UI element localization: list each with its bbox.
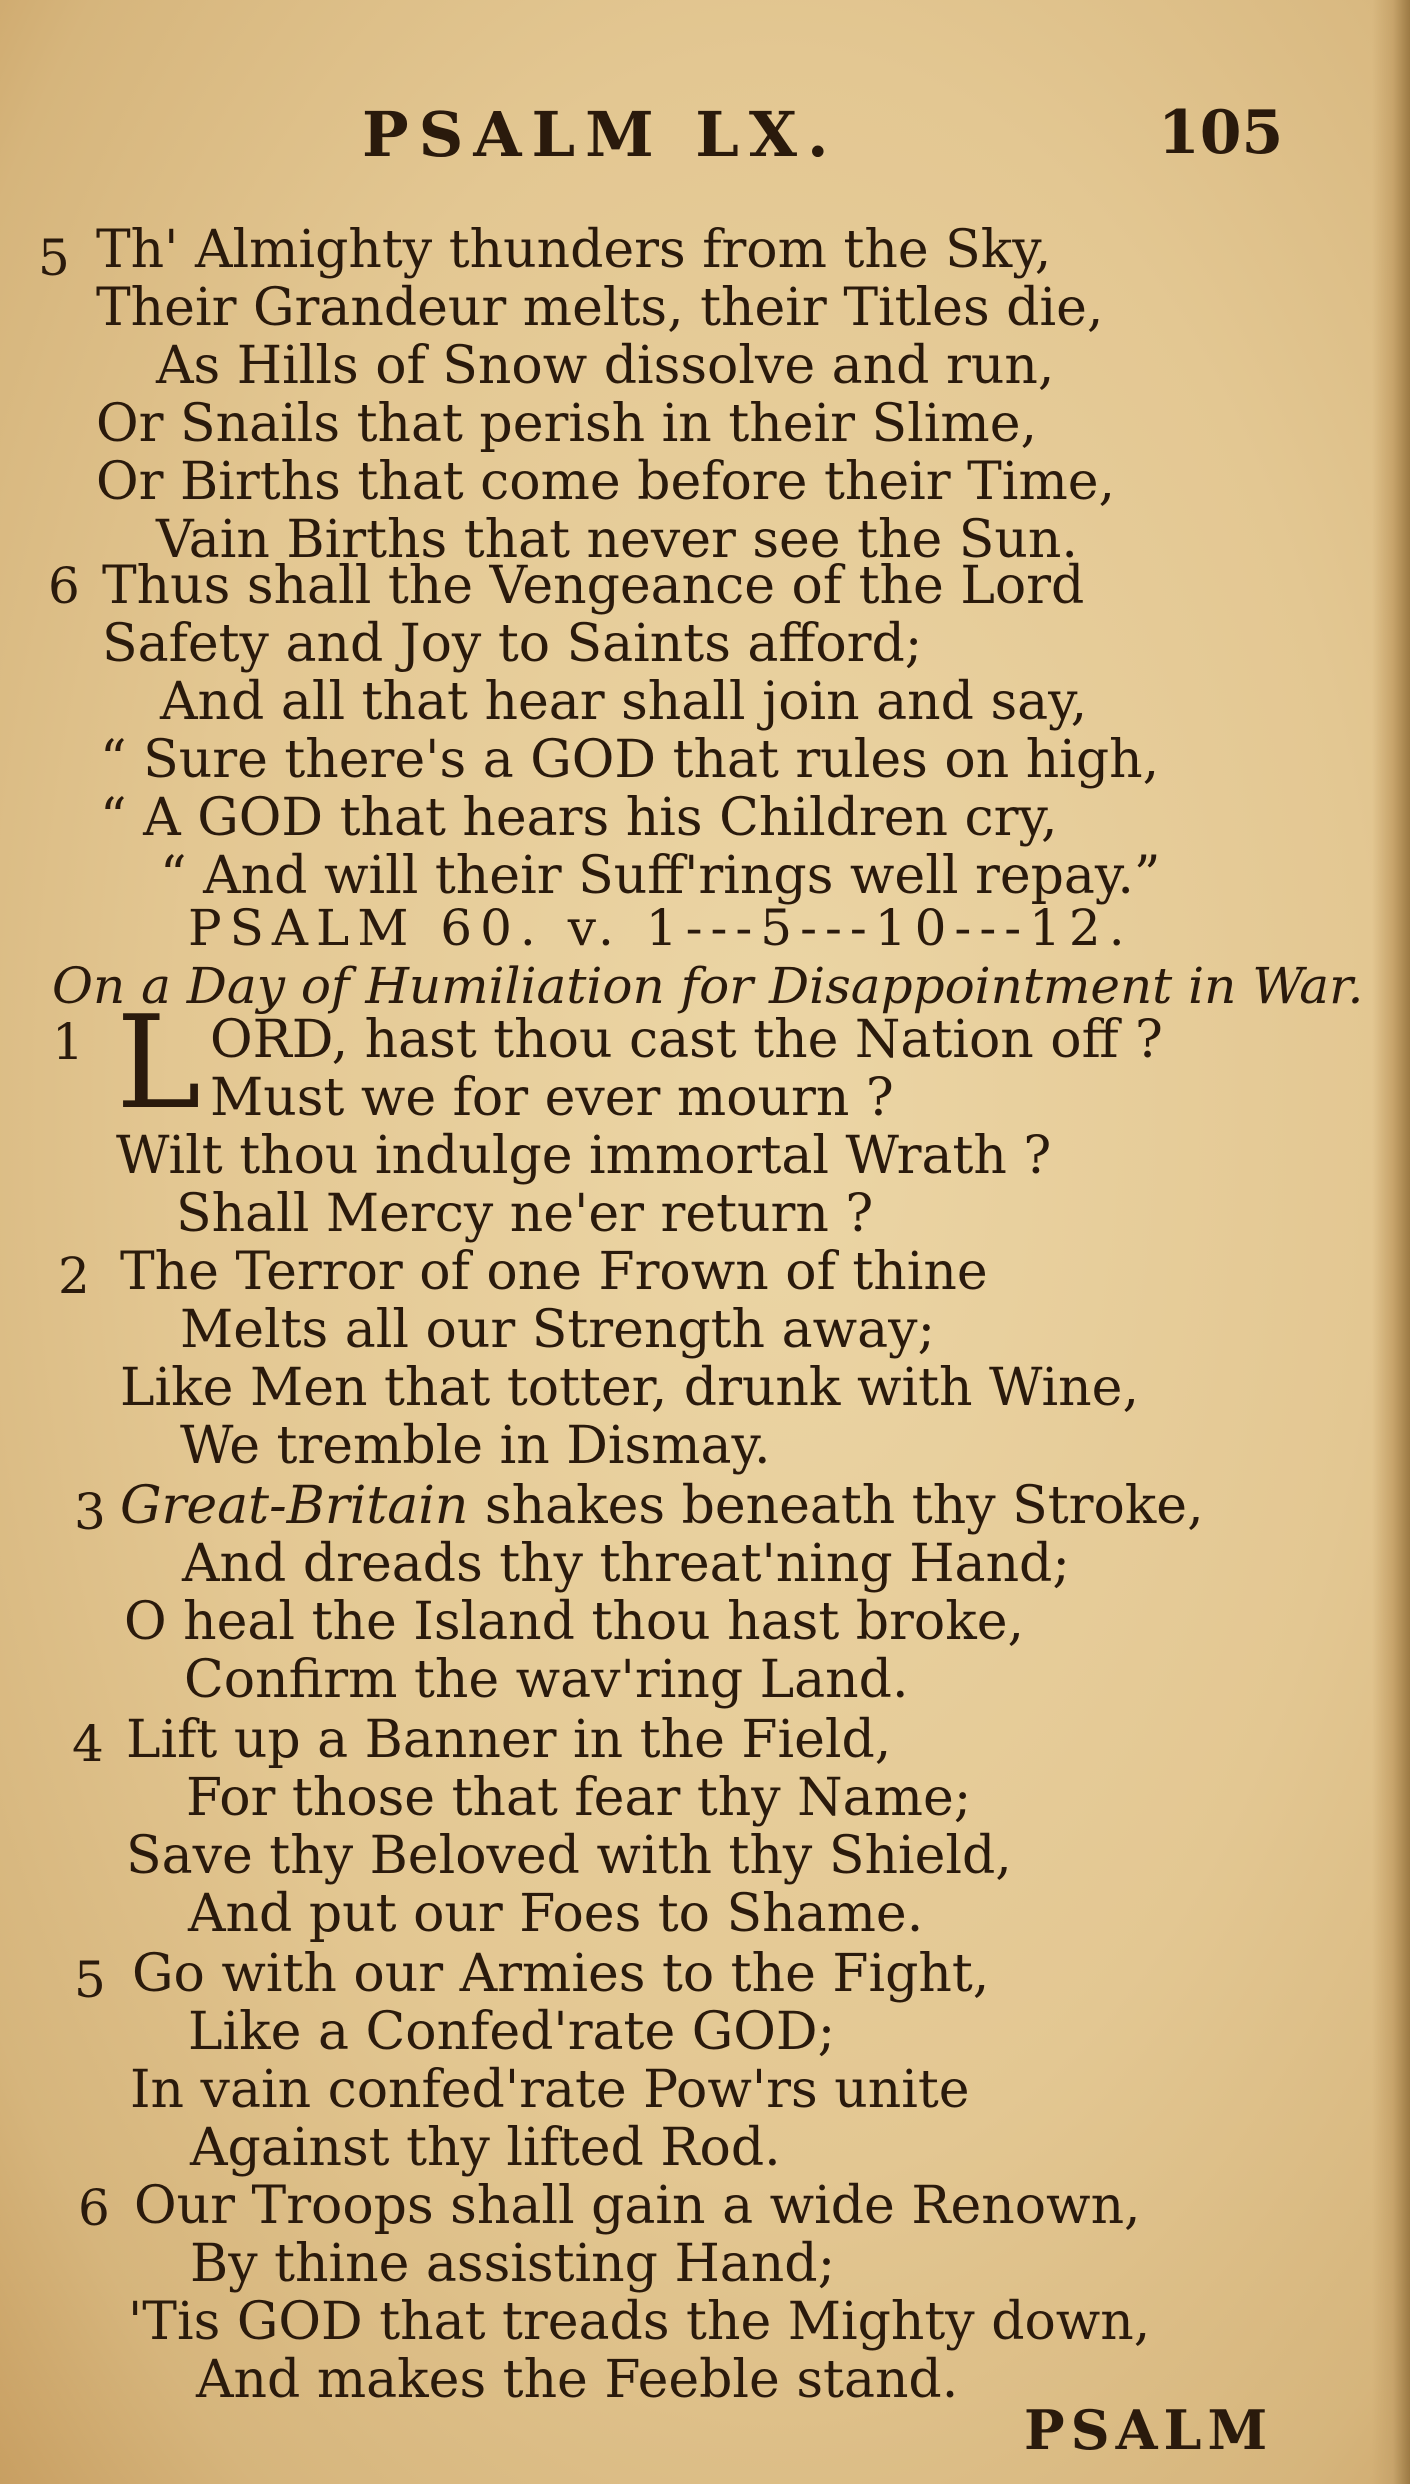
- place-name: Great-Britain: [120, 1476, 469, 1536]
- psalm-subtitle: On a Day of Humiliation for Disappointment in War.: [52, 957, 1364, 1015]
- page-header: [0, 98, 1410, 178]
- verse-line: Wilt thou indulge immortal Wrath ?: [116, 1126, 1052, 1186]
- verse-line: ORD, hast thou cast the Nation off ?: [210, 1010, 1163, 1070]
- verse-first-line: [120, 1476, 1204, 1536]
- verse-line: And makes the Feeble stand.: [196, 2350, 959, 2410]
- verse-line: In vain confed'rate Pow'rs unite: [130, 2060, 970, 2120]
- verse-line: “ A GOD that hears his Children cry,: [100, 788, 1058, 848]
- verse-number: 6: [48, 557, 80, 615]
- drop-cap: L: [116, 989, 201, 1138]
- verse-number: 1: [52, 1013, 84, 1071]
- verse-line: shakes beneath thy Stroke,: [468, 1476, 1204, 1536]
- verse-line: Confirm the wav'ring Land.: [184, 1650, 909, 1710]
- verse-line: Melts all our Strength away;: [180, 1300, 935, 1360]
- verse-number: 5: [38, 229, 70, 287]
- page-number: 105: [1158, 98, 1284, 168]
- verse-line: Thus shall the Vengeance of the Lord: [102, 556, 1085, 616]
- verse-line: Go with our Armies to the Fight,: [132, 1944, 990, 2004]
- verse-number: 2: [58, 1247, 90, 1305]
- verse-line: And put our Foes to Shame.: [188, 1884, 924, 1944]
- verse-line: O heal the Island thou hast broke,: [124, 1592, 1025, 1652]
- verse-line: “ Sure there's a GOD that rules on high,: [100, 730, 1160, 790]
- verse-line: Like Men that totter, drunk with Wine,: [120, 1358, 1139, 1418]
- verse-line: Like a Confed'rate GOD;: [188, 2002, 836, 2062]
- catchword: PSALM: [1024, 2398, 1274, 2462]
- verse-number: 4: [72, 1715, 104, 1773]
- verse-number: 6: [78, 2179, 110, 2237]
- verse-line: Or Snails that perish in their Slime,: [96, 394, 1038, 454]
- verse-number: 5: [74, 1951, 106, 2009]
- verse-line: By thine assisting Hand;: [190, 2234, 836, 2294]
- verse-line: We tremble in Dismay.: [180, 1416, 771, 1476]
- verse-line: Their Grandeur melts, their Titles die,: [96, 278, 1104, 338]
- verse-line: Must we for ever mourn ?: [210, 1068, 894, 1128]
- page-edge-shadow: [1372, 0, 1410, 2484]
- verse-line: Th' Almighty thunders from the Sky,: [96, 220, 1052, 280]
- verse-line: Or Births that come before their Time,: [96, 452, 1116, 512]
- psalm-heading: PSALM 60. v. 1---5---10---12.: [188, 899, 1133, 957]
- verse-line: As Hills of Snow dissolve and run,: [156, 336, 1055, 396]
- verse-line: And all that hear shall join and say,: [160, 672, 1088, 732]
- verse-line: Our Troops shall gain a wide Renown,: [134, 2176, 1141, 2236]
- verse-line: 'Tis GOD that treads the Mighty down,: [128, 2292, 1151, 2352]
- verse-line: “ And will their Suff'rings well repay.”: [160, 846, 1161, 906]
- verse-line: Lift up a Banner in the Field,: [126, 1710, 892, 1770]
- verse-line: Vain Births that never see the Sun.: [156, 510, 1078, 570]
- verse-number: 3: [74, 1483, 106, 1541]
- verse-line: For those that fear thy Name;: [186, 1768, 972, 1828]
- verse-line: Shall Mercy ne'er return ?: [176, 1184, 874, 1244]
- verse-line: Against thy lifted Rod.: [190, 2118, 781, 2178]
- running-head: PSALM LX.: [362, 98, 839, 171]
- verse-line: Save thy Beloved with thy Shield,: [126, 1826, 1012, 1886]
- verse-line: And dreads thy threat'ning Hand;: [182, 1534, 1070, 1594]
- verse-line: Safety and Joy to Saints afford;: [102, 614, 923, 674]
- verse-line: The Terror of one Frown of thine: [120, 1242, 988, 1302]
